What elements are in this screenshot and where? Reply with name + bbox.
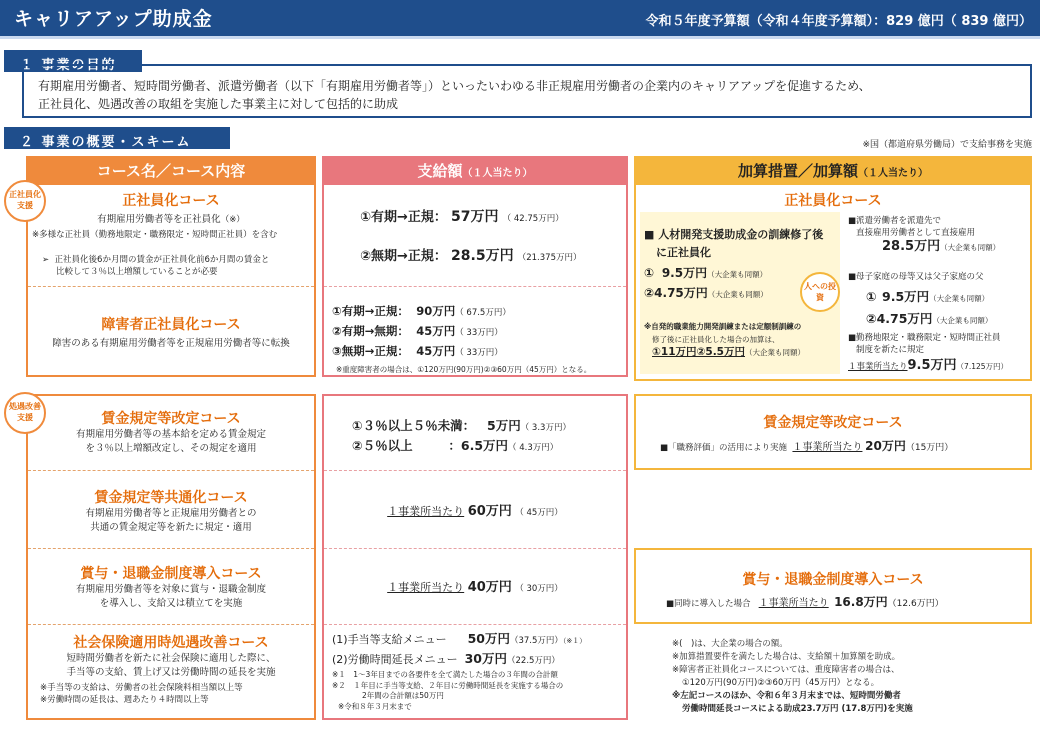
amount-mark: （※１）	[562, 637, 587, 645]
tayou-line-1: ■勤務地限定・職務限定・短時間正社員	[848, 333, 1001, 343]
addition-header-label: 加算措置／加算額	[737, 162, 858, 180]
condition-line-2: 比較して３％以上増額していることが必要	[56, 267, 218, 277]
addition-title-shoyo: 賞与・退職金制度導入コース	[742, 572, 924, 588]
budget-amount: 令和５年度予算額（令和４年度予算額）：829 億円（ 839 億円）	[645, 14, 1032, 29]
amount-value: 45万円	[416, 344, 456, 358]
desc-line-2: 共通の賃金規定等を新たに規定・適用	[90, 522, 252, 533]
amount-value: 6.5万円	[460, 438, 509, 453]
course1-desc-mark: （※）	[220, 215, 245, 225]
course-title-chingin-kaitei: 賃金規定等改定コース	[101, 411, 241, 427]
desc-line-2: 手当等の支給、賃上げ又は労働時間の延長を実施	[66, 667, 276, 678]
amount-value: 50万円	[467, 631, 510, 646]
amount-sub: （15万円）	[905, 443, 954, 453]
addition-text: ■同時に導入した場合	[666, 599, 751, 609]
amount-kyotsuka	[322, 500, 628, 519]
training-note	[644, 320, 844, 359]
note-line-3-sub: （大企業も同額）	[745, 348, 805, 357]
column-header-course: コース名／コース内容	[26, 156, 316, 183]
amount-value: 16.8万円	[834, 595, 888, 609]
amount-sub: （ 33万円）	[455, 348, 503, 358]
amount-sub: （ 42.75万円）	[502, 214, 564, 224]
addition-shoyo-detail	[666, 593, 1026, 610]
amount-label: (2)労働時間延長メニュー	[332, 653, 458, 666]
header-divider	[0, 36, 1040, 39]
amount-row	[332, 650, 626, 669]
amount-value: 57万円	[451, 209, 499, 225]
amount-row	[332, 321, 622, 341]
addition-kaitei-detail	[660, 437, 1020, 454]
amount-sub: （ 3.3万円）	[520, 423, 571, 433]
desc-line-2: を導入し、支給又は積立てを実施	[99, 598, 243, 609]
amount-value: 9.5万円	[882, 289, 930, 304]
note-line-3: 2年間の合計額は50万円	[362, 691, 444, 700]
haken-line-2: 直接雇用労働者として直接雇用	[856, 228, 976, 238]
amount-shogaisha	[332, 301, 622, 361]
course-title-shoyo: 賞与・退職金制度導入コース	[80, 566, 262, 582]
badge-hito-toshi: 人への投資	[800, 272, 840, 312]
purpose-text	[38, 77, 1018, 113]
amount-label: (1)手当等支給メニュー	[332, 633, 447, 646]
amount-label: ②	[866, 311, 877, 326]
amount-sub: （ 4.3万円）	[508, 443, 559, 453]
course-condition-seishain	[42, 254, 312, 278]
purpose-line-2: 正社員化、処遇改善の取組を実施した事業主に対して包括的に助成	[38, 97, 399, 111]
desc-line-1: 有期雇用労働者等を対象に賞与・退職金制度	[75, 584, 266, 595]
haken-line-1: ■派遣労働者を派遣先で	[848, 216, 942, 226]
divider	[28, 624, 314, 625]
amount-row	[332, 341, 622, 361]
amount-sub: （大企業も同額）	[707, 270, 768, 279]
amount-header-label: 支給額	[417, 162, 463, 180]
course-desc-chingin-kaitei	[26, 428, 316, 456]
purpose-heading: １ 事業の目的	[4, 50, 142, 72]
amount-sub: （ 30万円）	[515, 584, 563, 594]
training-line-1: ■ 人材開発支援助成金の訓練修了後	[644, 228, 824, 241]
amount-sub: （ 33万円）	[455, 328, 503, 338]
amount-colon: ：	[448, 438, 461, 453]
footnote-6: 労働時間延長コースによる助成23.7万円 (17.8万円)を実施	[682, 704, 913, 714]
divider	[28, 470, 314, 471]
amount-shogaisha-note: ※重度障害者の場合は、①120万円(90万円)②③60万円（45万円）となる。	[336, 365, 592, 374]
amount-label: ①有期→正規：	[360, 210, 447, 225]
footnote-1: ※( )は、大企業の場合の額。	[672, 639, 788, 649]
page-title: キャリアアップ助成金	[14, 8, 213, 30]
desc-line-1: 短時間労働者を新たに社会保険に適用した際に、	[66, 653, 276, 664]
addition-header-sub: （１人当たり）	[858, 168, 928, 179]
course-desc-kyotsuka	[26, 507, 316, 535]
column-header-amount	[322, 156, 628, 183]
amount-sub: （12.6万円）	[887, 599, 944, 609]
desc-line-1: 有期雇用労働者等と正規雇用労働者との	[85, 508, 257, 519]
amount-value: 5万円	[487, 418, 521, 433]
amount-shoyo	[322, 576, 628, 595]
footnote-4: ①120万円(90万円)②③60万円（45万円）となる。	[682, 678, 880, 688]
amount-label: ①３％以上５％未満：	[352, 418, 476, 433]
amount-label: ③無期→正規：	[332, 344, 409, 358]
amount-label: ①	[866, 289, 877, 304]
amount-row	[332, 630, 626, 650]
amount-seishain-row-1	[360, 206, 620, 226]
amount-seishain-row-2	[360, 245, 626, 265]
footnote-5: ※左記コースのほか、令和６年３月末までは、短時間労働者	[672, 691, 901, 701]
amount-shakai-hoken-notes	[332, 670, 626, 712]
amount-label: ②５％以上	[352, 438, 413, 453]
purpose-line-1: 有期雇用労働者、短時間労働者、派遣労働者（以下「有期雇用労働者等」）といったいわゆる非正規雇用労働者の企業内のキャリアアップを促進するため、	[38, 79, 871, 93]
column-header-addition	[634, 156, 1032, 183]
tayou-line-2: 制度を新たに規定	[856, 345, 925, 355]
addition-haken	[848, 215, 1028, 254]
addition-text: ■「職務評価」の活用により実施	[660, 443, 788, 453]
amount-value: 9.5万円	[661, 266, 708, 280]
amount-sub: （大企業も同額）	[707, 290, 768, 299]
training-heading	[644, 226, 844, 262]
amount-value: 90万円	[416, 304, 456, 318]
amount-value: 28.5万円	[882, 239, 941, 254]
note-line-1: ※手当等の支給は、労働者の社会保険料相当額以上等	[40, 683, 243, 693]
amount-label: １事業所当たり	[387, 581, 465, 594]
addition-tayou	[848, 332, 1030, 373]
amount-label: １事業所当たり	[792, 442, 863, 453]
badge-shogu: 処遇改善支援	[4, 392, 46, 434]
note-line-2: ※２ １年目に手当等支給、２年目に労働時間延長を実施する場合の	[332, 680, 564, 690]
course-desc-seishain	[26, 213, 316, 227]
course-note-seishain: ※多様な正社員（勤務地限定・職務限定・短時間正社員）を含む	[32, 230, 278, 240]
addition-title-seishain: 正社員化コース	[784, 193, 882, 209]
course-notes-shakai-hoken	[40, 682, 310, 706]
amount-kaitei-row-2	[352, 436, 622, 454]
note-line-2: ※労働時間の延長は、週あたり４時間以上等	[40, 695, 209, 705]
addition-group-kaitei	[634, 394, 1032, 470]
amount-label: ①	[644, 266, 655, 280]
amount-kaitei-row-1	[352, 416, 622, 434]
amount-value: 40万円	[467, 580, 512, 595]
note-line-1: ※自発的職業能力開発訓練または定額制訓練の	[644, 322, 802, 331]
footnotes	[672, 638, 1032, 716]
course-desc-shakai-hoken	[26, 652, 316, 680]
boshi-heading: ■母子家庭の母等又は父子家庭の父	[848, 272, 984, 282]
amount-sub: （7.125万円）	[956, 362, 1009, 371]
bullet-mark: ➢	[42, 255, 50, 265]
amount-sub: （ 67.5万円）	[455, 308, 511, 318]
overview-heading: ２ 事業の概要・スキーム	[4, 127, 230, 149]
amount-sub: （37.5万円）	[509, 636, 563, 646]
condition-line-1	[42, 254, 312, 266]
course-title-seishain: 正社員化コース	[122, 193, 220, 209]
amount-value: 9.5万円	[907, 358, 957, 373]
amount-value: 28.5万円	[451, 248, 514, 264]
admin-note: ※国（都道府県労働局）で支給事務を実施	[862, 140, 1032, 150]
divider	[324, 470, 626, 471]
course-title-kyotsuka: 賃金規定等共通化コース	[94, 490, 248, 506]
note-line-3: ①11万円②5.5万円	[652, 346, 745, 358]
divider	[324, 548, 626, 549]
amount-label: １事業所当たり	[758, 598, 829, 609]
amount-shakai-hoken	[332, 630, 626, 669]
amount-label: １事業所当たり	[387, 505, 465, 518]
amount-value: 60万円	[467, 504, 512, 519]
addition-boshi	[848, 268, 1028, 331]
bullet-text-1: 正社員化後6か月間の賃金が正社員化前6か月間の賃金と	[54, 255, 270, 265]
amount-sub: （大企業も同額）	[929, 294, 990, 303]
amount-row	[332, 301, 622, 321]
divider	[28, 548, 314, 549]
amount-value: 45万円	[416, 324, 456, 338]
course-desc-shogaisha: 障害のある有期雇用労働者等を正規雇用労働者等に転換	[52, 338, 290, 349]
amount-label: １事業所当たり	[848, 362, 908, 372]
amount-label: ②有期→無期：	[332, 324, 409, 338]
note-line-1: ※１ 1～3年目までの各要件を全て満たした場合の３年間の合計額	[332, 670, 558, 679]
amount-sub: （22.5万円）	[507, 656, 560, 666]
amount-label: ②	[644, 286, 655, 300]
addition-title-kaitei: 賃金規定等改定コース	[763, 415, 903, 431]
amount-value: 30万円	[464, 651, 507, 666]
divider	[324, 624, 626, 625]
note-line-4: ※令和８年３月末まで	[338, 701, 412, 711]
note-line-2: 修了後に正社員化した場合の加算は、	[652, 335, 780, 344]
course-title-shogaisha: 障害者正社員化コース	[101, 317, 241, 333]
divider	[28, 286, 314, 287]
amount-header-sub: （１人当たり）	[462, 168, 533, 179]
course-title-shakai-hoken: 社会保険適用時処遇改善コース	[73, 635, 269, 651]
amount-value: 4.75万円	[654, 286, 708, 300]
course1-desc-text: 有期雇用労働者等を正社員化	[97, 214, 221, 225]
badge-seishain: 正社員化支援	[4, 180, 46, 222]
training-line-2: に正社員化	[656, 246, 711, 259]
footnote-2: ※加算措置要件を満たした場合は、支給額＋加算額を助成。	[672, 652, 901, 662]
amount-value: 4.75万円	[876, 311, 933, 326]
divider	[324, 286, 626, 287]
amount-sub: （ 45万円）	[515, 508, 563, 518]
desc-line-1: 有期雇用労働者等の基本給を定める賃金規定	[75, 429, 266, 440]
amount-label: ①有期→正規：	[332, 304, 409, 318]
desc-line-2: を３％以上増額改定し、その規定を適用	[85, 443, 257, 454]
amount-sub: （大企業も同額）	[932, 316, 993, 325]
amount-value: 20万円	[865, 439, 906, 453]
amount-sub: （21.375万円）	[517, 253, 582, 263]
footnote-3: ※障害者正社員化コースについては、重度障害者の場合は、	[672, 665, 900, 675]
amount-sub: （大企業も同額）	[940, 243, 1001, 252]
course-desc-shoyo	[26, 583, 316, 611]
amount-label: ②無期→正規：	[360, 249, 447, 264]
